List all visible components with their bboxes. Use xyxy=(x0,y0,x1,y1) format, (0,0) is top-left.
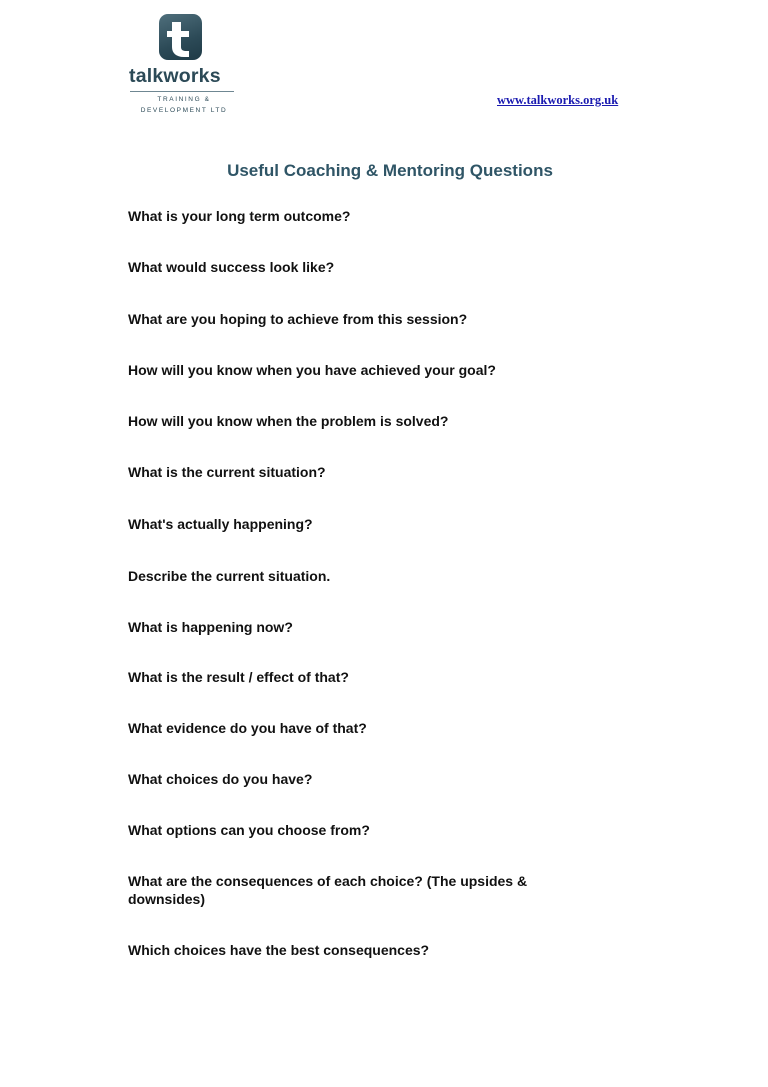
question-item: What is happening now? xyxy=(128,619,293,635)
question-item: How will you know when you have achieved your goal? xyxy=(128,362,496,378)
question-item: Describe the current situation. xyxy=(128,568,331,584)
question-item: What would success look like? xyxy=(128,259,335,275)
page-title xyxy=(0,161,768,181)
logo-wordmark: talkworks xyxy=(129,65,221,87)
website-link[interactable]: www.talkworks.org.uk xyxy=(497,93,619,107)
talkworks-logo xyxy=(129,14,239,114)
question-item: What options can you choose from? xyxy=(128,822,370,838)
question-item: How will you know when the problem is solved? xyxy=(128,413,449,429)
question-item: What are the consequences of each choice? (The upsides & downsides) xyxy=(128,873,528,907)
question-item: What is the result / effect of that? xyxy=(128,669,349,685)
question-item: Which choices have the best consequences? xyxy=(128,942,430,958)
logo-tagline-line1: TRAINING & xyxy=(157,96,211,103)
question-item: What evidence do you have of that? xyxy=(128,720,367,736)
question-item: What is your long term outcome? xyxy=(128,208,351,224)
logo-divider xyxy=(130,91,234,92)
question-item: What choices do you have? xyxy=(128,771,313,787)
question-item: What's actually happening? xyxy=(128,516,313,532)
page-title-text: Useful Coaching & Mentoring Questions xyxy=(227,161,553,180)
logo-tagline-line2: DEVELOPMENT LTD xyxy=(140,107,228,114)
question-item: What are you hoping to achieve from this session? xyxy=(128,311,468,327)
logo-t-icon xyxy=(159,14,202,60)
question-item: What is the current situation? xyxy=(128,464,326,480)
